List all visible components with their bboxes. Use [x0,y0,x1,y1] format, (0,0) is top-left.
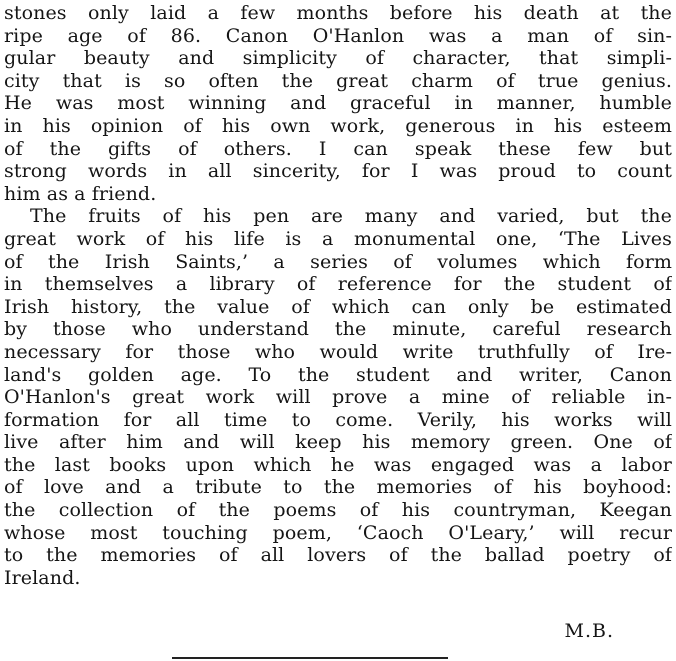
article-line: live after him and will keep his memory green. One of [4,431,672,454]
article-line: the collection of the poems of his countryman, Keegan [4,499,672,522]
article-line: great work of his life is a monumental one, ‘The Lives [4,227,672,250]
article-line: The fruits of his pen are many and varied, but the [30,205,672,228]
article-line: city that is so often the great charm of true genius. [4,69,672,92]
article-line: formation for all time to come. Verily, his works will [4,408,672,431]
article-line: ripe age of 86. Canon O'Hanlon was a man of sin- [4,24,672,47]
article-line: in themselves a library of reference for the student of [4,273,672,296]
article-line: of the Irish Saints,’ a series of volumes which form [4,250,672,273]
article-line: strong words in all sincerity, for I was proud to count [4,160,672,183]
article-line: whose most touching poem, ‘Caoch O'Leary,’ will recur [4,521,672,544]
article-line: stones only laid a few months before his death at the [4,2,672,24]
article-line: gular beauty and simplicity of character, that simpli- [4,47,672,70]
article-line: O'Hanlon's great work will prove a mine of reliable in- [4,386,672,409]
author-signature: M.B. [564,620,614,642]
article-line: Ireland. [4,566,81,589]
article-line: land's golden age. To the student and writer, Canon [4,363,672,386]
article-line: of the gifts of others. I can speak these few but [4,137,672,160]
article-line: by those who understand the minute, careful research [4,318,672,341]
article-line: to the memories of all lovers of the ballad poetry of [4,544,672,567]
article-line: the last books upon which he was engaged was a labor [4,453,672,476]
article-line: in his opinion of his own work, generous in his esteem [4,114,672,137]
article-line: of love and a tribute to the memories of his boyhood: [4,476,672,499]
article-line: him as a friend. [4,182,157,205]
article-line: He was most winning and graceful in manner, humble [4,92,672,115]
article-line: Irish history, the value of which can only be estimated [4,295,672,318]
article-body [4,2,672,589]
article-line: necessary for those who would write truthfully of Ire- [4,340,672,363]
section-divider [172,657,448,659]
